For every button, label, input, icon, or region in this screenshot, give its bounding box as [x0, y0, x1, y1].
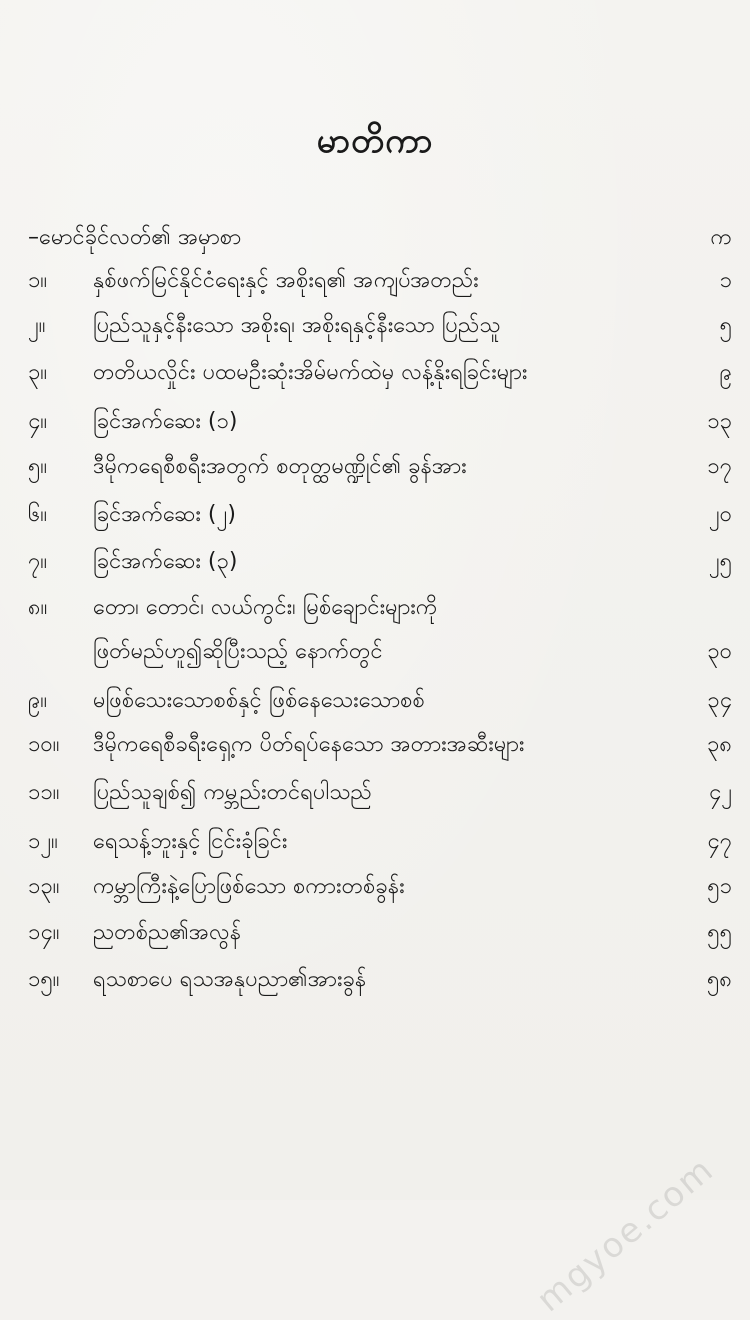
toc-entry: [0, 447, 750, 487]
toc-entry: [0, 960, 750, 1000]
toc-entry-number: ၃။: [28, 360, 48, 385]
toc-page-number: ၄၇: [707, 829, 732, 854]
toc-entry-title: ပြည်သူနှင့်နီးသော အစိုးရ၊ အစိုးရနှင့်နီးသော ပြည်သူ: [93, 313, 501, 338]
toc-page-number: ၉: [719, 360, 732, 385]
toc-entry-continuation: [0, 632, 750, 672]
toc-entry-title: ညတစ်ည၏အလွန်: [93, 920, 242, 945]
toc-entry-number: ၁၃။: [28, 874, 60, 899]
toc-entry-title: မဖြစ်သေးသောစစ်နှင့် ဖြစ်နေသေးသောစစ်: [93, 688, 425, 713]
toc-entry-number: ၄။: [28, 409, 48, 434]
toc-entry: [0, 725, 750, 765]
toc-entry-title: ခြင်အက်ဆေး (၃): [93, 549, 238, 574]
toc-entry-number: ၁၀။: [28, 732, 60, 757]
toc-entry-number: ၅။: [28, 454, 48, 479]
toc-page-number: ၃၀: [707, 639, 732, 664]
toc-entry-title: ရသစာပေ ရသအနုပညာ၏အားခွန်: [93, 967, 367, 992]
toc-entry-number: ၁၂။: [28, 829, 58, 854]
toc-entry-title: နှစ်ဖက်မြင်နိုင်ငံရေးနှင့် အစိုးရ၏ အကျပ်အတည်း: [93, 268, 479, 293]
toc-entry-number: ၉။: [28, 688, 48, 713]
toc-entry: [0, 353, 750, 393]
toc-page-number: က: [710, 225, 732, 250]
toc-page-number: ၁: [719, 268, 732, 293]
toc-entry-number: ၁။: [28, 268, 48, 293]
toc-entry: [0, 867, 750, 907]
toc-entry-number: ၁၁။: [28, 780, 60, 805]
toc-entry-title: ကမ္ဘာကြီးနဲ့ပြောဖြစ်သော စကားတစ်ခွန်း: [93, 874, 405, 899]
toc-entry-number: ၁၅။: [28, 967, 60, 992]
toc-entry: [0, 681, 750, 721]
toc-entry-number: ၂။: [28, 313, 46, 338]
toc-page-number: ၁၃: [707, 409, 732, 434]
toc-entry-title: တတိယလှိုင်း ပထမဦးဆုံးအိမ်မက်ထဲမှ လန့်နိုးရခြင်းများ: [93, 360, 528, 385]
toc-entry-title-continued: ဖြတ်မည်ဟူ၍ဆိုပြီးသည့် နောက်တွင်: [93, 639, 383, 664]
toc-page-number: ၄၂: [708, 780, 732, 805]
toc-entry-title: ဒီမိုကရေစီခရီးရှေ့က ပိတ်ရပ်နေသော အတားအဆီးများ: [93, 732, 525, 757]
toc-entry: [0, 588, 750, 628]
toc-entry-title: ခြင်အက်ဆေး (၁): [93, 409, 238, 434]
toc-entry: [0, 773, 750, 813]
toc-entry-title: ခြင်အက်ဆေး (၂): [93, 502, 236, 527]
toc-intro-label: –မောင်ခိုင်လတ်၏ အမှာစာ: [28, 225, 242, 250]
toc-page-number: ၂၀: [708, 502, 732, 527]
toc-entry: [0, 495, 750, 535]
toc-page-number: ၂၅: [708, 549, 732, 574]
toc-entry-number: ၇။: [28, 549, 48, 574]
toc-page-number: ၅၈: [707, 967, 732, 992]
toc-entry-title: ပြည်သူချစ်၍ ကမ္ဘည်းတင်ရပါသည်: [93, 780, 372, 805]
toc-page-number: ၅၁: [707, 874, 732, 899]
toc-entry: [0, 261, 750, 301]
toc-entry-number: ၁၄။: [28, 920, 60, 945]
toc-page-number: ၁၇: [707, 454, 732, 479]
toc-entry: [0, 306, 750, 346]
toc-page-number: ၅၅: [707, 920, 732, 945]
toc-entry-title: ရေသန့်ဘူးနှင့် ငြင်းခုံခြင်း: [93, 829, 288, 854]
toc-page-number: ၃၈: [707, 732, 732, 757]
toc-entry-title: တော၊ တောင်၊ လယ်ကွင်း၊ မြစ်ချောင်းများကို: [93, 595, 438, 620]
page-title: မာတိကာ: [316, 121, 434, 161]
toc-page-number: ၅: [719, 313, 732, 338]
toc-entry: [0, 913, 750, 953]
toc-page-number: ၃၄: [707, 688, 732, 713]
toc-entry-title: ဒီမိုကရေစီစရီးအတွက် စတုတ္ထမဏ္ဍိုင်၏ ခွန်အား: [93, 454, 467, 479]
site-watermark: mgyoe.com: [529, 1149, 722, 1320]
toc-entry-number: ၈။: [28, 595, 48, 620]
toc-entry: [0, 402, 750, 442]
toc-entry: [0, 542, 750, 582]
toc-intro-row: [0, 218, 750, 258]
toc-entry: [0, 822, 750, 862]
toc-entry-number: ၆။: [28, 502, 48, 527]
